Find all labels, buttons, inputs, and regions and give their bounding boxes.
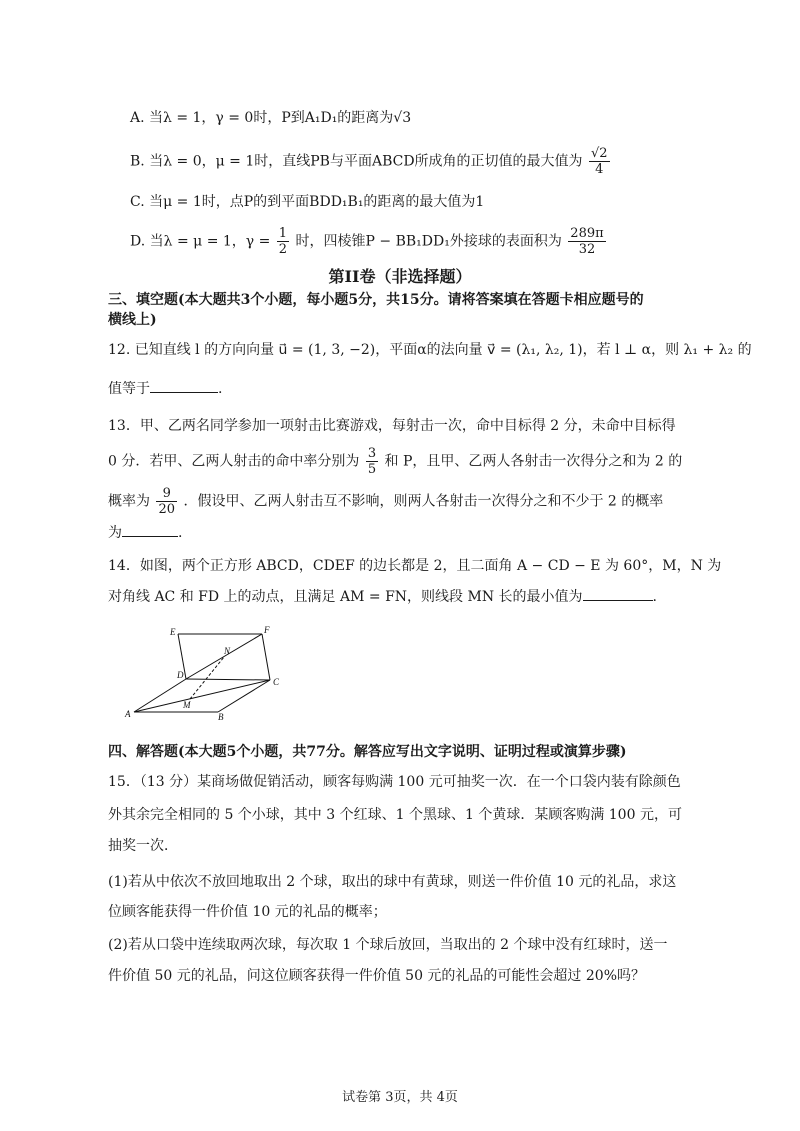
- option-a-label: A.: [130, 110, 145, 126]
- q13-frac1-den: 5: [367, 462, 377, 477]
- option-c: [130, 192, 484, 212]
- q13-line-3: [108, 486, 663, 517]
- label-a: A: [125, 709, 131, 719]
- q13-fraction-2: [156, 486, 177, 517]
- q12-line-2: 值等于 .: [108, 378, 222, 399]
- q14-answer-blank[interactable]: [583, 586, 653, 601]
- q14-line-1: 14．如图，两个正方形 ABCD，CDEF 的边长都是 2，且二面角 A − CD − E 为 60°，M，N 为: [108, 558, 722, 574]
- option-d-frac1-num: 1: [278, 226, 288, 241]
- q15-part-1-line-1: (1)若从中依次不放回地取出 2 个球，取出的球中有黄球，则送一件价值 10 元的礼品，求这: [108, 874, 677, 890]
- q13-line-4-text: 为: [108, 525, 122, 541]
- q15-part-2-line-2: 件价值 50 元的礼品，问这位顾客获得一件价值 50 元的礼品的可能性会超过 20%吗？: [108, 968, 645, 984]
- q15-part-2-line-1: (2)若从口袋中连续取两次球，每次取 1 个球后放回，当取出的 2 个球中没有红球时，送一: [108, 937, 668, 953]
- option-c-label: C.: [130, 194, 145, 210]
- edge-bc: [218, 680, 270, 712]
- q12-answer-blank[interactable]: [150, 378, 218, 393]
- diagonal-ac: [134, 680, 270, 712]
- label-m: M: [183, 700, 191, 710]
- q15-line-1: 15．（13 分）某商场做促销活动，顾客每购满 100 元可抽奖一次．在一个口袋内装有除颜色: [108, 774, 681, 790]
- section-4-header: 四、解答题(本大题5个小题，共77分。解答应写出文字说明、证明过程或演算步骤): [108, 744, 627, 760]
- label-d: D: [177, 670, 184, 680]
- page-footer: 试卷第 3页，共 4页: [342, 1090, 458, 1105]
- option-b-frac-num: √2: [591, 146, 608, 161]
- option-c-text: 当μ = 1时，点P的到平面BDD₁B₁的距离的最大值为1: [149, 194, 485, 210]
- q14-line-2: 对角线 AC 和 FD 上的动点，且满足 AM = FN，则线段 MN 长的最小值为 .: [108, 586, 657, 607]
- option-d-text-before: 当λ = μ = 1，γ =: [149, 233, 271, 250]
- q13-line-4: 为 .: [108, 522, 182, 543]
- q15-line-2: 外其余完全相同的 5 个小球，其中 3 个红球、1 个黑球、1 个黄球．某顾客购满 100 元，可: [108, 807, 682, 823]
- option-b-fraction: [589, 146, 610, 177]
- option-d-fraction-1: [277, 226, 289, 257]
- option-d-frac2-den: 32: [578, 242, 596, 257]
- option-a: [130, 108, 411, 128]
- label-c: C: [273, 677, 280, 687]
- option-b-text: 当λ = 0，μ = 1时，直线PB与平面ABCD所成角的正切值的最大值为: [149, 153, 583, 170]
- fill-blank-header-line-1: 三、填空题(本大题共3个小题，每小题5分，共15分。请将答案填在答题卡相应题号的: [108, 292, 644, 308]
- q13-frac2-num: 9: [156, 486, 177, 502]
- edge-dc: [186, 679, 270, 680]
- q14-line-2-text: 对角线 AC 和 FD 上的动点，且满足 AM = FN，则线段 MN 长的最小值为: [108, 589, 583, 605]
- q13-fraction-1: [366, 446, 378, 477]
- edge-ad: [134, 679, 186, 712]
- q13-line-3-before: 概率为: [108, 493, 150, 510]
- q13-line-3-after: ．假设甲、乙两人射击互不影响，则两人各射击一次得分之和不少于 2 的概率: [183, 493, 664, 510]
- label-e: E: [170, 627, 176, 637]
- q15-part-1-line-2: 位顾客能获得一件价值 10 元的礼品的概率；: [108, 904, 387, 920]
- option-d-fraction-2: [568, 226, 605, 257]
- label-f: F: [264, 625, 270, 635]
- option-d-frac1-den: 2: [278, 242, 288, 257]
- option-d: [130, 226, 608, 257]
- option-b-frac-den: 4: [595, 162, 604, 177]
- q13-line-2: [108, 446, 682, 477]
- option-b-label: B.: [130, 153, 145, 170]
- section-2-title: 第II卷（非选择题）: [328, 267, 472, 286]
- q13-frac2-den: 20: [158, 502, 175, 517]
- option-b: [130, 146, 612, 177]
- edge-fc: [262, 634, 270, 680]
- option-d-frac2-num: 289π: [570, 226, 604, 241]
- label-b: B: [218, 712, 224, 722]
- label-n: N: [224, 646, 231, 656]
- option-a-text: 当λ = 1，γ = 0时，P到A₁D₁的距离为√3: [149, 110, 412, 126]
- q13-line-2-after: 和 P，且甲、乙两人各射击一次得分之和为 2 的: [384, 453, 683, 470]
- dihedral-square-figure: [120, 622, 290, 722]
- q12-line-2-text: 值等于: [108, 381, 150, 397]
- q13-line-1: 13．甲、乙两名同学参加一项射击比赛游戏，每射击一次，命中目标得 2 分，未命中目标得: [108, 418, 676, 434]
- q15-line-3: 抽奖一次．: [108, 838, 178, 854]
- option-d-text-mid: 时，四棱锥P − BB₁DD₁外接球的表面积为: [295, 233, 562, 250]
- q12-line-1: 12. 已知直线 l 的方向向量 u⃗ = (1, 3, −2)，平面α的法向量 v⃗ = (λ₁, λ₂, 1)，若 l ⊥ α，则 λ₁ + λ₂ 的: [108, 342, 752, 358]
- q13-frac1-num: 3: [367, 446, 377, 461]
- fill-blank-header-line-2: 横线上): [108, 312, 157, 328]
- diagonal-fd: [186, 634, 262, 679]
- segment-mn: [190, 657, 224, 699]
- option-d-label: D.: [130, 233, 146, 250]
- q13-line-2-before: 0 分．若甲、乙两人射击的命中率分别为: [108, 453, 360, 470]
- q13-answer-blank[interactable]: [122, 522, 178, 537]
